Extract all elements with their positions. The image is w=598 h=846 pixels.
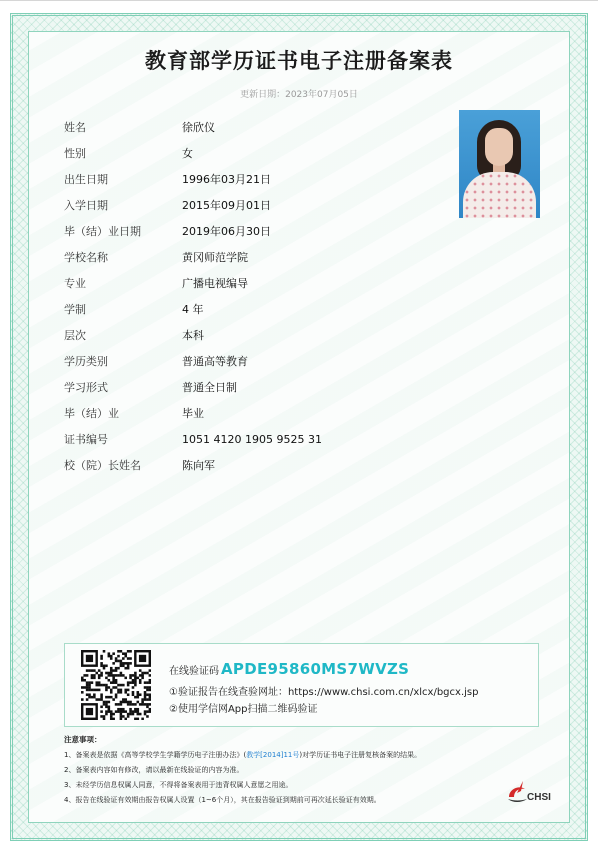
field-label: 专业 — [64, 277, 86, 290]
field-label: 性别 — [64, 147, 86, 160]
field-row-name — [64, 118, 404, 144]
field-label: 入学日期 — [64, 199, 108, 212]
field-label: 校（院）长姓名 — [64, 459, 141, 472]
qr-code-icon[interactable] — [81, 650, 151, 720]
verification-code: APDE95860MS7WVZS — [221, 660, 410, 678]
chsi-logo-text: CHSI — [527, 792, 551, 803]
field-row-enrollment-date — [64, 196, 404, 222]
field-row-gender — [64, 144, 404, 170]
chsi-logo — [505, 779, 553, 807]
note-text: 1、备案表是依据《高等学校学生学籍学历电子注册办法》( — [64, 751, 247, 759]
field-value: 2019年06月30日 — [182, 225, 271, 238]
field-label: 毕（结）业日期 — [64, 225, 141, 238]
page-title: 教育部学历证书电子注册备案表 — [145, 49, 453, 73]
verification-url-text: ①验证报告在线查验网址：https://www.chsi.com.cn/xlcx/bgcx.jsp — [169, 687, 479, 698]
field-value: 普通高等教育 — [182, 355, 248, 368]
field-label: 学校名称 — [64, 251, 108, 264]
notes-section — [64, 734, 534, 810]
note-item-3: 3、未经学历信息权属人同意，不得将备案表用于违背权属人意愿之用途。 — [64, 781, 293, 789]
field-row-completion — [64, 404, 404, 430]
field-row-duration — [64, 300, 404, 326]
field-value: 2015年09月01日 — [182, 199, 271, 212]
verification-panel — [64, 643, 539, 727]
field-label: 出生日期 — [64, 173, 108, 186]
note-item-4: 4、报告在线验证有效期由报告权属人设置（1~6个月），其在报告验证到期前可再次延长验证有效期。 — [64, 796, 381, 804]
verification-code-label: 在线验证码 — [169, 666, 219, 677]
field-value: 陈向军 — [182, 459, 215, 472]
field-label: 学历类别 — [64, 355, 108, 368]
note-item-1 — [64, 750, 534, 760]
student-photo — [459, 110, 540, 218]
field-value: 广播电视编导 — [182, 277, 248, 290]
field-row-study-mode — [64, 378, 404, 404]
field-row-certificate-number — [64, 430, 404, 456]
field-label: 毕（结）业 — [64, 407, 119, 420]
field-row-president — [64, 456, 404, 482]
note-text: )对学历证书电子注册复核备案的结果。 — [299, 751, 422, 759]
note-item-2: 2、备案表内容如有修改，请以最新在线验证的内容为准。 — [64, 766, 244, 774]
field-row-school — [64, 248, 404, 274]
field-label: 学制 — [64, 303, 86, 316]
field-value: 普通全日制 — [182, 381, 237, 394]
field-label: 姓名 — [64, 121, 86, 134]
verification-app-text: ②使用学信网App扫描二维码验证 — [169, 704, 318, 715]
field-row-birthdate — [64, 170, 404, 196]
field-row-level — [64, 326, 404, 352]
update-date: 更新日期：2023年07月05日 — [240, 90, 358, 100]
verification-code-line — [169, 660, 409, 678]
field-value: 4 年 — [182, 303, 204, 316]
field-label: 层次 — [64, 329, 86, 342]
field-value: 毕业 — [182, 407, 204, 420]
notes-header: 注意事项： — [64, 735, 102, 744]
field-value: 1996年03月21日 — [182, 173, 271, 186]
field-value: 本科 — [182, 329, 204, 342]
field-value: 徐欣仪 — [182, 121, 215, 134]
field-row-major — [64, 274, 404, 300]
field-value: 女 — [182, 147, 193, 160]
field-row-graduation-date — [64, 222, 404, 248]
field-row-education-type — [64, 352, 404, 378]
field-value: 黄冈师范学院 — [182, 251, 248, 264]
field-label: 学习形式 — [64, 381, 108, 394]
field-label: 证书编号 — [64, 433, 108, 446]
field-value: 1051 4120 1905 9525 31 — [182, 433, 322, 446]
regulation-link[interactable]: 教学[2014]11号 — [246, 751, 300, 759]
